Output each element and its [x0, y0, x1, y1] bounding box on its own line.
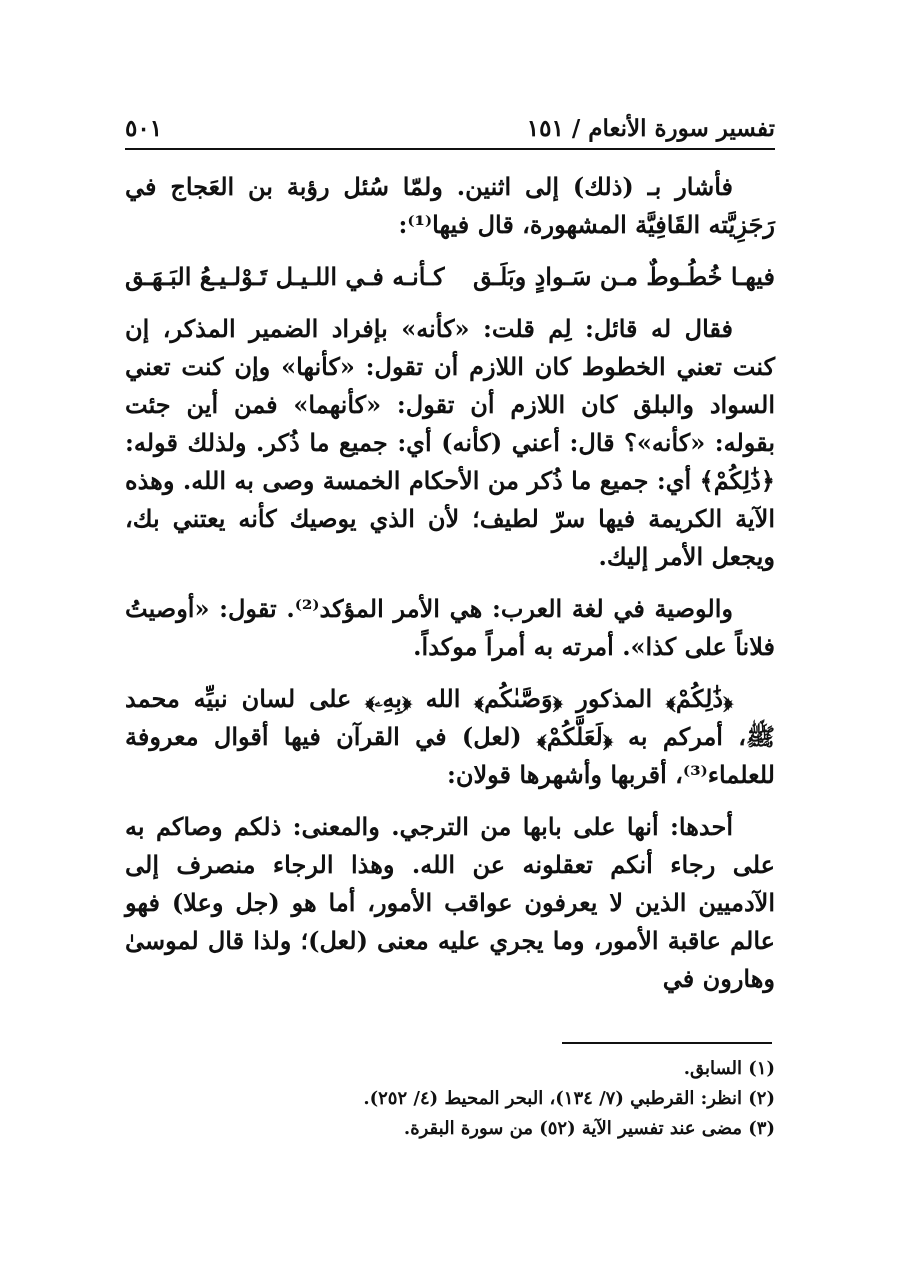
footnote-rule	[562, 1042, 772, 1044]
footnote-1: (١) السابق.	[683, 1058, 775, 1079]
paragraph-2: فقال له قائل: لِم قلت: «كأنه» بإفراد الضمير المذكر، إن كنت تعني الخطوط كان اللازم أن تقول: «كأنها» وإن كنت تعني السواد والبلق كان اللازم أن تقول: «كأنهما» فمن أين جئت بقوله: «كأنه»؟ قال: أعني (كأنه) أي: جميع ما ذُكر. ولذلك قوله: ﴿ذَٰلِكُمْ﴾ أي: جميع ما ذُكر من الأحكام الخمسة وصى به الله. وهذه الآية الكريمة فيها سرّ لطيف؛ لأن الذي يوصيك كأنه يعتني بك، ويجعل الأمر إليك.	[125, 314, 775, 571]
footnotes	[125, 1054, 775, 1144]
page-body	[125, 168, 775, 1012]
paragraph-3: والوصية في لغة العرب: هي الأمر المؤكد⁽²⁾. تقول: «أوصيتُ فلاناً على كذا». أمرته به أمراً موكداً.	[125, 594, 775, 661]
running-title: تفسير سورة الأنعام / ١٥١	[526, 114, 775, 142]
page-number: ٥٠١	[125, 114, 163, 142]
paragraph-4: ﴿ذَٰلِكُمْ﴾ المذكور ﴿وَصَّىٰكُم﴾ الله ﴿بِهِۦ﴾ على لسان نبيِّه محمد ﷺ، أمركم به ﴿لَعَلَّكُمْ﴾ (لعل) في القرآن فيها أقوال معروفة للعلماء⁽³⁾، أقربها وأشهرها قولان:	[125, 684, 775, 789]
verse-right-hemistich: فيهـا خُطُـوطٌ مـن سَـوادٍ وبَلَـق	[472, 262, 775, 291]
footnote-3: (٣) مضى عند تفسير الآية (٥٢) من سورة البقرة.	[403, 1118, 775, 1139]
header-rule	[125, 148, 775, 150]
footnote-2: (٢) انظر: القرطبي (٧/ ١٣٤)، البحر المحيط (٤/ ٢٥٢).	[363, 1088, 775, 1109]
poetry-verse	[125, 258, 775, 296]
paragraph-1: فأشار بـ (ذلك) إلى اثنين. ولمّا سُئل رؤبة بن العَجاج في رَجَزِيَّته القَافِيَّة المشهورة، قال فيها⁽¹⁾:	[125, 172, 775, 239]
verse-left-hemistich: كـأنـه فـي اللـيـل تَـوْلـيـعُ البَـهَـق	[125, 262, 445, 291]
paragraph-5: أحدها: أنها على بابها من الترجي. والمعنى: ذلكم وصاكم به على رجاء أنكم تعقلونه عن الله. وهذا الرجاء منصرف إلى الآدميين الذين لا يعرفون عواقب الأمور، أما هو (جل وعلا) فهو عالم عاقبة الأمور، وما يجري عليه معنى (لعل)؛ ولذا قال لموسىٰ وهارون في	[125, 812, 776, 993]
page-header	[125, 108, 775, 148]
